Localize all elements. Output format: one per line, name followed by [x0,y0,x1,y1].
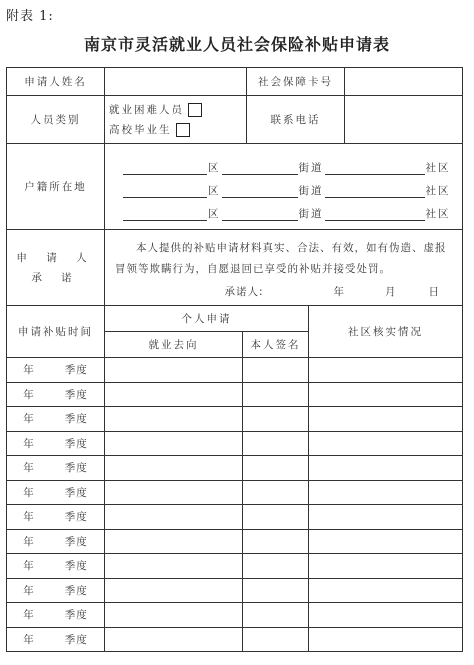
year-label: 年 [23,437,35,450]
community-verification-cell[interactable] [309,554,463,579]
quarter-label: 季度 [64,560,88,573]
year-label: 年 [23,584,35,597]
applicant-name-label: 申请人姓名 [7,68,105,96]
period-cell[interactable] [7,480,105,505]
signature-cell[interactable] [243,480,309,505]
year-label: 年 [23,413,35,426]
address-line[interactable]: 区 街道 社区 [105,198,462,221]
signature-cell[interactable] [243,382,309,407]
quarter-label: 季度 [64,388,88,401]
household-label: 户籍所在地 [7,144,105,230]
table-row [7,431,463,456]
signature-cell[interactable] [243,456,309,481]
table-row [7,554,463,579]
employment-cell[interactable] [105,529,243,554]
quarter-label: 季度 [64,535,88,548]
period-cell[interactable] [7,407,105,432]
year-label: 年 [23,535,35,548]
community-verification-cell[interactable] [309,578,463,603]
category-option-label: 高校毕业生 [109,124,172,136]
period-cell[interactable] [7,456,105,481]
table-row [7,603,463,628]
employment-cell[interactable] [105,431,243,456]
table-row [7,627,463,652]
checkbox-hardship[interactable] [188,103,202,117]
table-row [7,456,463,481]
pledge-label-line2: 承 诺 [31,271,80,284]
quarter-label: 季度 [64,511,88,524]
quarter-label: 季度 [64,633,88,646]
table-row [7,578,463,603]
household-address-lines [105,144,463,230]
employment-cell[interactable] [105,554,243,579]
year-label: 年 [23,388,35,401]
year-label: 年 [23,511,35,524]
year-label: 年 [23,462,35,475]
signature-cell[interactable] [243,578,309,603]
ssn-card-field[interactable] [345,68,463,96]
year-label: 年 [23,486,35,499]
page-title: 南京市灵活就业人员社会保险补贴申请表 [83,35,390,54]
year-label: 年 [23,633,35,646]
table-row [7,382,463,407]
community-verification-cell[interactable] [309,382,463,407]
period-cell[interactable] [7,382,105,407]
signature-cell[interactable] [243,431,309,456]
period-cell[interactable] [7,578,105,603]
quarter-label: 季度 [64,462,88,475]
community-verification-cell[interactable] [309,627,463,652]
category-option-graduate[interactable] [105,120,246,140]
employment-header: 就业去向 [105,332,243,358]
category-option-hardship[interactable] [105,100,246,120]
category-options [105,96,247,144]
phone-field[interactable] [345,96,463,144]
community-verification-cell[interactable] [309,529,463,554]
ssn-card-label: 社会保障卡号 [247,68,345,96]
year-label: 年 [23,560,35,573]
community-verification-cell[interactable] [309,358,463,383]
quarter-label: 季度 [64,437,88,450]
table-row [7,529,463,554]
pledge-label-line1: 申 请 人 [16,251,95,264]
quarter-label: 季度 [64,364,88,377]
quarter-label: 季度 [64,609,88,622]
pledge-text: 本人提供的补贴申请材料真实、合法、有效，如有伪造、虚报冒领等欺瞒行为，自愿退回已享受的补贴并接受处罚。 [115,242,447,275]
year-label: 年 [23,609,35,622]
category-label: 人员类别 [7,96,105,144]
year-label: 年 [23,364,35,377]
checkbox-graduate[interactable] [176,123,190,137]
community-verification-cell[interactable] [309,505,463,530]
signature-cell[interactable] [243,358,309,383]
pledge-label [7,230,105,306]
community-verification-cell[interactable] [309,407,463,432]
community-verification-cell[interactable] [309,603,463,628]
signature-header: 本人签名 [243,332,309,358]
quarter-label: 季度 [64,584,88,597]
signature-cell[interactable] [243,529,309,554]
employment-cell[interactable] [105,505,243,530]
signature-cell[interactable] [243,627,309,652]
signature-cell[interactable] [243,554,309,579]
pledge-signature-row [115,282,454,303]
period-header: 申请补贴时间 [7,306,105,358]
personal-application-header: 个人申请 [105,306,309,332]
community-verification-cell[interactable] [309,431,463,456]
address-line[interactable]: 区 街道 社区 [105,152,462,175]
employment-cell[interactable] [105,456,243,481]
phone-label: 联系电话 [247,96,345,144]
period-cell[interactable] [7,603,105,628]
employment-cell[interactable] [105,603,243,628]
community-verification-cell[interactable] [309,456,463,481]
table-row [7,505,463,530]
period-cell[interactable] [7,358,105,383]
employment-cell[interactable] [105,358,243,383]
month-label: 月 [385,286,397,298]
quarter-label: 季度 [64,413,88,426]
employment-cell[interactable] [105,480,243,505]
employment-cell[interactable] [105,578,243,603]
signer-label: 承诺人: [224,286,264,298]
application-form-table [6,67,463,652]
address-line[interactable]: 区 街道 社区 [105,175,462,198]
table-row [7,407,463,432]
employment-cell[interactable] [105,382,243,407]
employment-cell[interactable] [105,407,243,432]
table-row [7,480,463,505]
period-cell[interactable] [7,554,105,579]
category-option-label: 就业困难人员 [109,104,184,116]
table-row [7,358,463,383]
period-cell[interactable] [7,529,105,554]
signature-cell[interactable] [243,603,309,628]
period-cell[interactable] [7,627,105,652]
applicant-name-field[interactable] [105,68,247,96]
quarter-label: 季度 [64,486,88,499]
year-label: 年 [333,286,345,298]
pledge-text-cell [105,230,463,306]
period-cell[interactable] [7,505,105,530]
signature-cell[interactable] [243,505,309,530]
annex-label: 附表 1: [6,9,54,24]
community-verification-header: 社区核实情况 [309,306,463,358]
period-cell[interactable] [7,431,105,456]
signature-cell[interactable] [243,407,309,432]
community-verification-cell[interactable] [309,480,463,505]
day-label: 日 [428,286,440,298]
employment-cell[interactable] [105,627,243,652]
